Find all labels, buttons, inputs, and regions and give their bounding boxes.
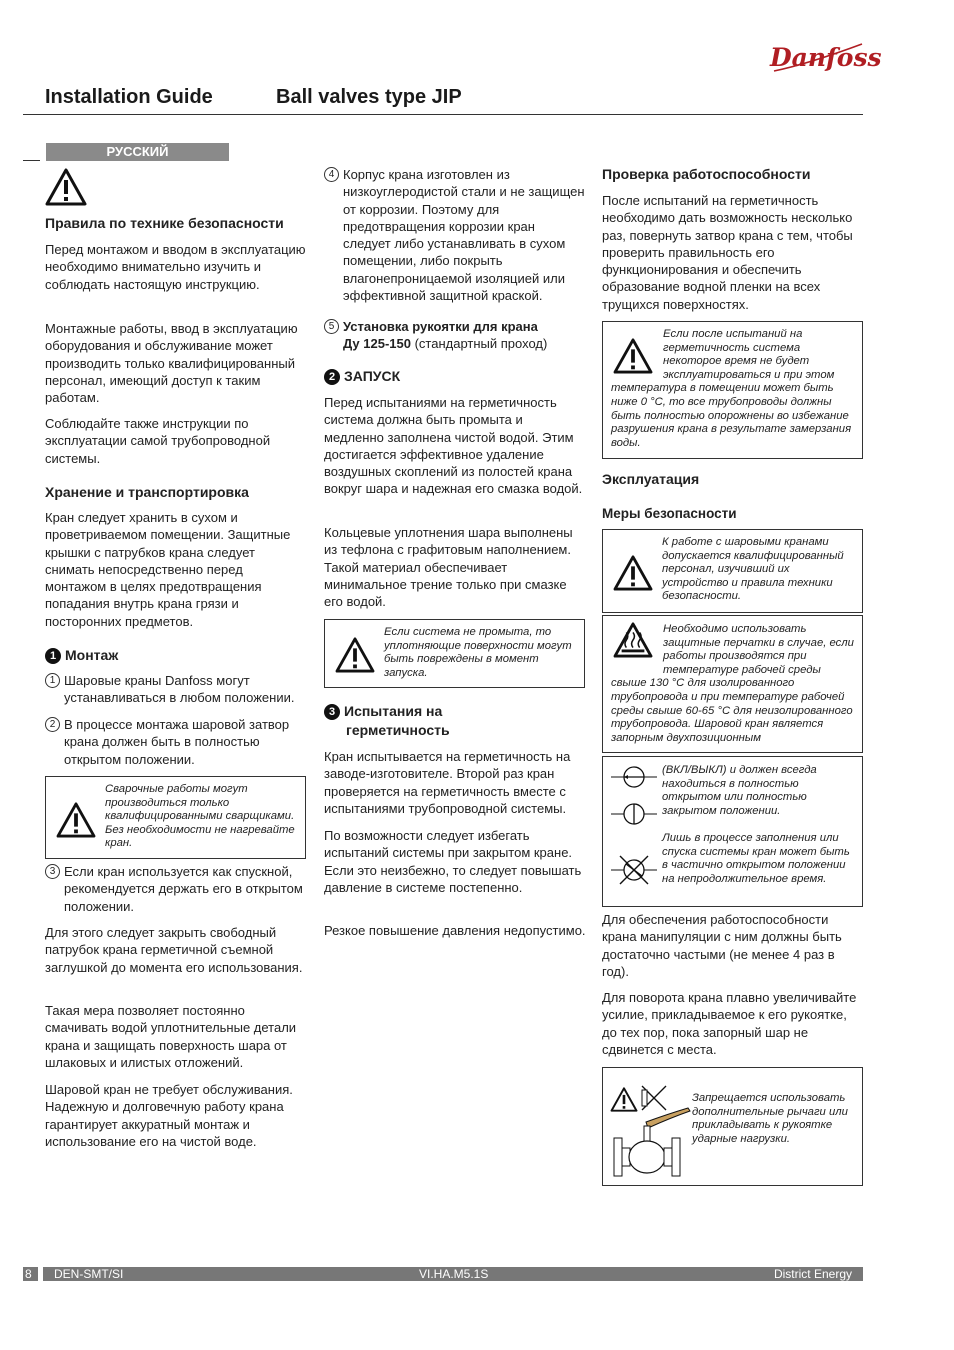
position-note-1: (ВКЛ/ВЫКЛ) и должен всегда находиться в полностью открытом или полностью закрытом положении.	[662, 764, 817, 817]
start-note: Если система не промыта, то уплотняющие поверхности могут быть повреждены в момент запуска.	[384, 626, 572, 679]
step-2-badge: 2	[324, 369, 340, 385]
check-heading: Проверка работоспособности	[602, 166, 811, 182]
service-paragraph: Шаровой кран не требует обслуживания. Надежную и долговечную работу крана гарантирует аккуратный монтаж и использование его на чистой воде.	[45, 1082, 293, 1149]
gloves-note: Необходимо использовать защитные перчатки в случае, если работы производятся при температуре рабочей среды свыше 130 °С для изолированного трубопровода и при температуре рабочей среды свыше 60-65 °С для неизолированного трубопровода. Шаровой кран является запорным двухпозиционным	[611, 623, 854, 744]
footer-division: District Energy	[773, 1267, 852, 1281]
storage-paragraph: Кран следует хранить в сухом и проветриваемом помещении. Защитные крышки с патрубков крана следует снимать непосредственно перед монтажом в целях предотвращения попадания внутрь крана грязи и посторонних предметов.	[45, 510, 291, 629]
start-paragraph-1: Перед испытаниями на герметичность система должна быть промыта и медленно заполнена чистой водой. Этим достигается эффективное удаление воздушных скоплений из полостей крана вокруг шара и надежная его смазка водой.	[324, 395, 583, 497]
valve-open-icon	[611, 763, 657, 793]
warning-icon	[56, 802, 96, 838]
header-rule	[23, 114, 863, 115]
mount-item-5: 5 Установка рукоятки для крана Ду 125-150 (стандартный проход)	[324, 318, 586, 353]
mount-heading: 1 Монтаж	[45, 647, 118, 664]
frost-note: Если после испытаний на герметичность система некоторое время не будет эксплуатироваться и при этом температура в помещении может быть ниже 0 °С, то все трубопроводы должны быть полностью опорожнены во избежание разрушения крана в результате замерзания воды.	[611, 328, 852, 449]
check-paragraph: После испытаний на герметичность необходимо дать возможность несколько раз, повернуть затвор крана с тем, чтобы проверить правильность его функционирования и обеспечить образование водной пленки на всех трущихся поверхностях.	[602, 193, 853, 312]
start-paragraph-2: Кольцевые уплотнения шара выполнены из тефлона с графитовым наполнением. Такой материал обеспечивает минимальное трение только при смазке его водой.	[324, 525, 573, 610]
guide-title: Installation Guide	[45, 86, 213, 108]
welding-note: Сварочные работы могут производиться только квалифицированными сварщиками. Без необходимости не нагревайте кран.	[105, 783, 295, 850]
frost-warning-box	[602, 321, 863, 459]
danfoss-logo	[768, 40, 882, 74]
lever-note: Запрещается использовать дополнительные рычаги или прикладывать к рукоятке ударные нагрузки.	[692, 1092, 848, 1145]
gloves-warning-box	[602, 615, 863, 753]
test-paragraph-1: Кран испытывается на герметичность на заводе-изготовителе. Второй раз кран проверяется на герметичность вместе с испытаниями трубопроводной системы.	[324, 749, 571, 816]
footer-doc-number: VI.HA.M5.1S	[419, 1267, 489, 1281]
operation-paragraph-2: Для поворота крана плавно увеличивайте усилие, прикладываемое к его рукоятке, до тех пор, пока запорный шар не сдвинется с места.	[602, 990, 857, 1057]
step-3-badge: 3	[324, 704, 340, 720]
product-title: Ball valves type JIP	[276, 86, 462, 108]
footer-code: DEN-SMT/SI	[54, 1267, 124, 1281]
lever-warning-box	[602, 1067, 863, 1186]
personnel-warning-box	[602, 529, 863, 613]
safety-heading: Правила по технике безопасности	[45, 215, 284, 231]
step-1-badge: 1	[45, 648, 61, 664]
plug-paragraph: Для этого следует закрыть свободный патрубок крана герметичной съемной заглушкой до момента его использования.	[45, 925, 303, 975]
storage-heading: Хранение и транспортировка	[45, 484, 249, 500]
start-warning-box	[324, 619, 585, 688]
personnel-note: К работе с шаровыми кранами допускается квалифицированный персонал, изучивший их устройство и правила техники безопасности.	[662, 536, 844, 603]
test-paragraph-2: По возможности следует избегать испытаний системы при закрытом кране. Если это неизбежно, то следует повышать давление в системе постепенно.	[324, 828, 582, 895]
test-paragraph-3: Резкое повышение давления недопустимо.	[324, 923, 586, 938]
safety-paragraph-3: Соблюдайте также инструкции по эксплуатации самой трубопроводной системы.	[45, 416, 271, 466]
mount-item-2: 2 В процессе монтажа шаровой затвор крана должен быть в полностью открытом положении.	[45, 716, 307, 768]
valve-partial-crossed-icon	[611, 853, 657, 887]
welding-warning-box	[45, 776, 306, 859]
mount-item-4: 4 Корпус крана изготовлен из низкоуглеродистой стали и не защищен от коррозии. Поэтому для предотвращения коррозии кран следует либо устанавливать в сухом помещении, либо покрыть влагонепроницаемой изоляцией или эффективной защитной краской.	[324, 166, 586, 304]
language-dash	[23, 160, 40, 161]
position-note-2: Лишь в процессе заполнения или спуска системы кран может быть в частично открытом положении на непродолжительное время.	[662, 832, 850, 885]
safety-paragraph-1: Перед монтажом и вводом в эксплуатацию необходимо внимательно изучить и соблюдать настоящую инструкцию.	[45, 242, 306, 292]
start-heading: 2 ЗАПУСК	[324, 368, 400, 385]
safety-measures-heading: Меры безопасности	[602, 506, 737, 521]
ball-valve-lever-icon	[608, 1082, 692, 1180]
svg-text:Danfoss: Danfoss	[770, 43, 882, 72]
language-tab: РУССКИЙ	[46, 143, 229, 161]
measure-paragraph: Такая мера позволяет постоянно смачивать водой уплотнительные детали крана и защищать поверхность шара от шлаковых и илистых отложений.	[45, 1003, 297, 1070]
page-number: 8	[25, 1267, 32, 1281]
valve-closed-icon	[611, 800, 657, 830]
footer-bar	[23, 1267, 863, 1281]
operation-paragraph-1: Для обеспечения работоспособности крана манипуляции с ним должны быть достаточно частыми (не менее 4 раз в год).	[602, 912, 842, 979]
operation-heading: Эксплуатация	[602, 471, 700, 487]
test-heading: 3 Испытания на герметичность	[324, 702, 450, 740]
position-info-box	[602, 756, 863, 907]
safety-paragraph-2: Монтажные работы, ввод в эксплуатацию оборудования и обслуживание может производить только квалифицированный персонал, имеющий доступ к таким работам.	[45, 321, 298, 406]
warning-icon	[335, 637, 375, 673]
mount-item-1: 1 Шаровые краны Danfoss могут устанавливаться в любом положении.	[45, 672, 307, 707]
warning-icon	[613, 555, 653, 591]
warning-icon	[45, 168, 87, 206]
mount-item-3: 3 Если кран используется как спускной, рекомендуется держать его в открытом положении.	[45, 863, 307, 915]
